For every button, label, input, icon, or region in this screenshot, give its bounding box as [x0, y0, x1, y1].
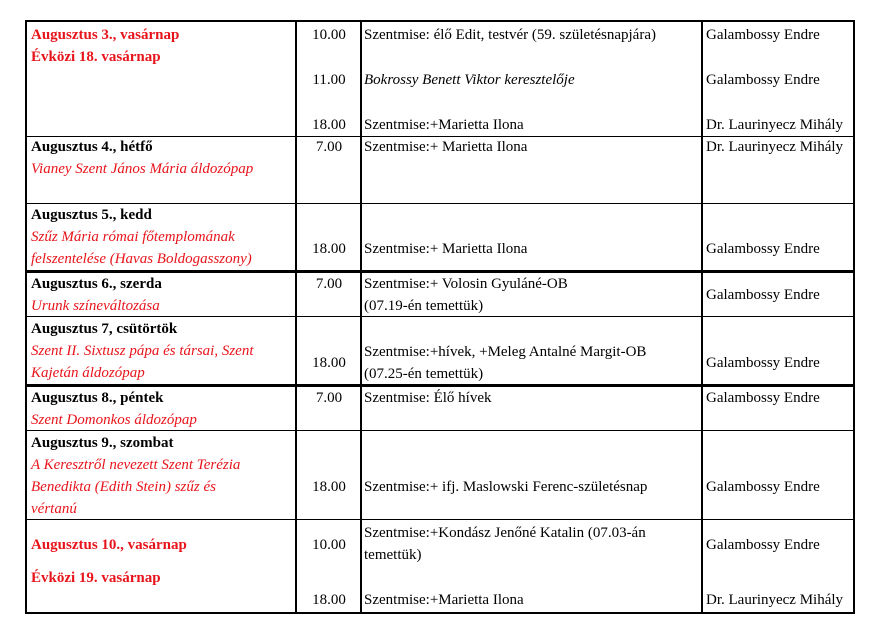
mass-schedule-table: [25, 20, 855, 614]
mass-time: 18.00: [312, 592, 346, 608]
day-label: Augusztus 5., kedd: [31, 207, 152, 223]
feast-label: Szent II. Sixtusz pápa és társai, Szent: [31, 343, 254, 359]
column-divider: [360, 22, 362, 612]
priest-name: Galambossy Endre: [706, 27, 820, 43]
day-label: Augusztus 3., vasárnap: [31, 27, 180, 43]
feast-label: Benedikta (Edith Stein) szűz és: [31, 479, 216, 495]
mass-intention: Szentmise:+ ifj. Maslowski Ferenc-születésnap: [364, 479, 648, 495]
day-label: Augusztus 9., szombat: [31, 435, 174, 451]
mass-time: 18.00: [312, 479, 346, 495]
feast-label: A Keresztről nevezett Szent Terézia: [31, 457, 241, 473]
day-label: Augusztus 4., hétfő: [31, 139, 153, 155]
day-label: Augusztus 7, csütörtök: [31, 321, 178, 337]
feast-label: Évközi 18. vasárnap: [31, 49, 161, 65]
mass-time: 7.00: [315, 390, 343, 406]
baptism-entry: Bokrossy Benett Viktor keresztelője: [364, 72, 575, 88]
priest-name: Dr. Laurinyecz Mihály: [706, 592, 844, 608]
mass-time: 18.00: [312, 355, 346, 371]
feast-label: felszentelése (Havas Boldogasszony): [31, 251, 252, 267]
mass-intention: Szentmise:+hívek, +Meleg Antalné Margit-OB: [364, 344, 647, 360]
priest-name: Galambossy Endre: [706, 287, 820, 303]
mass-intention: Szentmise:+ Volosin Gyuláné-OB: [364, 276, 568, 292]
mass-intention: Szentmise:+ Marietta Ilona: [364, 139, 528, 155]
feast-label: Vianey Szent János Mária áldozópap: [31, 161, 254, 177]
mass-time: 7.00: [315, 139, 343, 155]
priest-name: Dr. Laurinyecz Mihály: [706, 139, 844, 155]
mass-time: 10.00: [312, 27, 346, 43]
feast-label: Urunk színeváltozása: [31, 298, 160, 314]
mass-intention: Szentmise:+ Marietta Ilona: [364, 241, 528, 257]
mass-intention: Szentmise:+Marietta Ilona: [364, 117, 524, 133]
mass-intention: Szentmise:+Marietta Ilona: [364, 592, 524, 608]
day-label: Augusztus 10., vasárnap: [31, 537, 187, 553]
feast-label: Évközi 19. vasárnap: [31, 570, 161, 586]
row-divider: [27, 519, 853, 520]
day-label: Augusztus 8., péntek: [31, 390, 164, 406]
column-divider: [295, 22, 297, 612]
feast-label: Kajetán áldozópap: [31, 365, 145, 381]
priest-name: Galambossy Endre: [706, 479, 820, 495]
mass-intention: Szentmise: élő Edit, testvér (59. születésnapjára): [364, 27, 656, 43]
mass-intention: (07.19-én temettük): [364, 298, 484, 314]
column-divider: [701, 22, 703, 612]
priest-name: Galambossy Endre: [706, 537, 820, 553]
feast-label: Szent Domonkos áldozópap: [31, 412, 197, 428]
mass-time: 18.00: [312, 241, 346, 257]
mass-intention: temettük): [364, 547, 422, 563]
feast-label: Szűz Mária római főtemplomának: [31, 229, 235, 245]
mass-time: 18.00: [312, 117, 346, 133]
mass-time: 7.00: [315, 276, 343, 292]
mass-time: 11.00: [312, 72, 346, 88]
feast-label: vértanú: [31, 501, 77, 517]
mass-intention: (07.25-én temettük): [364, 366, 484, 382]
priest-name: Galambossy Endre: [706, 241, 820, 257]
day-label: Augusztus 6., szerda: [31, 276, 162, 292]
mass-intention: Szentmise: Élő hívek: [364, 390, 492, 406]
priest-name: Galambossy Endre: [706, 72, 820, 88]
mass-time: 10.00: [312, 537, 346, 553]
priest-name: Galambossy Endre: [706, 355, 820, 371]
priest-name: Galambossy Endre: [706, 390, 820, 406]
priest-name: Dr. Laurinyecz Mihály: [706, 117, 844, 133]
mass-intention: Szentmise:+Kondász Jenőné Katalin (07.03-án: [364, 525, 646, 541]
